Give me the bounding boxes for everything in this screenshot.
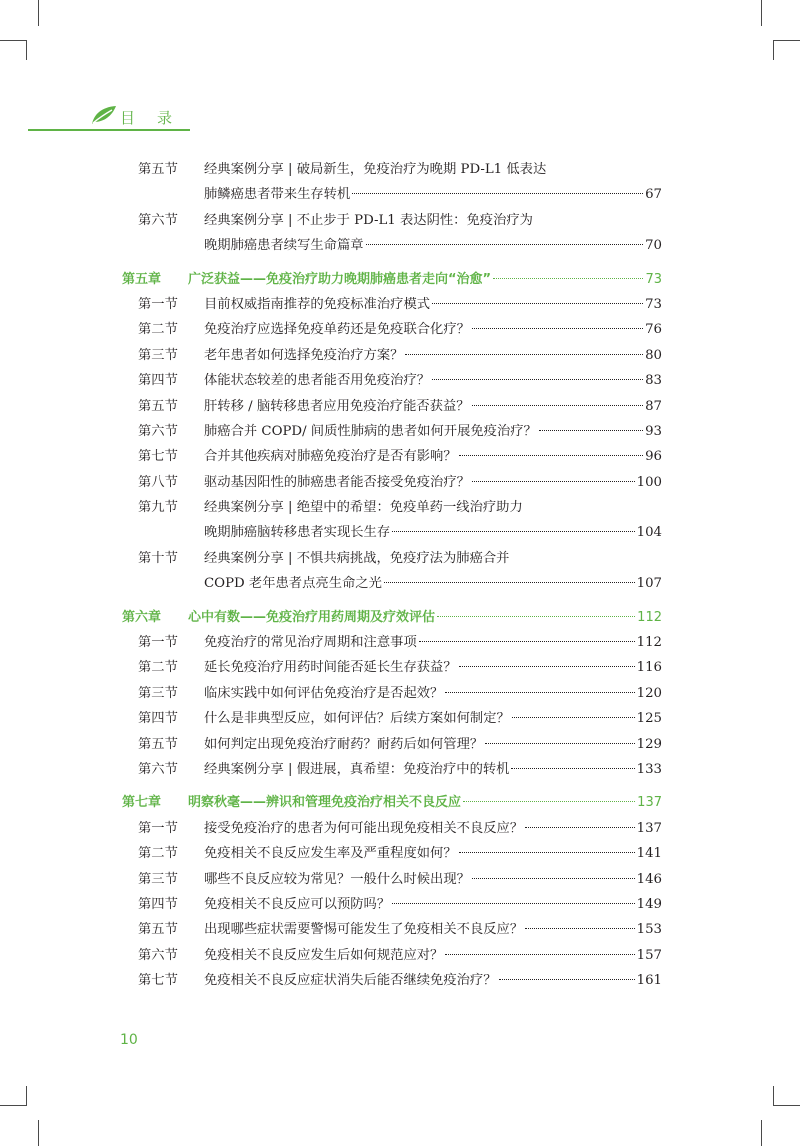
crop-mark (0, 1105, 26, 1106)
toc-chapter[interactable] (122, 605, 662, 630)
toc-section-line[interactable] (122, 520, 662, 545)
dot-leader (472, 328, 643, 329)
toc-section-line[interactable] (122, 419, 662, 444)
section-title: 晚期肺癌患者续写生命篇章 (204, 238, 364, 254)
dot-leader (437, 616, 635, 617)
chapter-title: 明察秋毫——辨识和管理免疫治疗相关不良反应 (188, 795, 462, 811)
section-title: 肺鳞癌患者带来生存转机 (204, 187, 351, 203)
section-title: 经典案例分享 | 不止步于 PD-L1 表达阴性：免疫治疗为 (204, 212, 533, 228)
crop-mark (38, 1120, 39, 1146)
dot-leader (525, 827, 634, 828)
section-title: 哪些不良反应较为常见？一般什么时候出现？ (204, 871, 470, 887)
toc-section-line[interactable] (122, 444, 662, 469)
page-ref: 141 (636, 846, 662, 862)
leaf-icon (90, 104, 118, 126)
section-label: 第五节 (138, 736, 178, 752)
toc-section-line[interactable] (122, 816, 662, 841)
toc-section-line[interactable] (122, 968, 662, 993)
page-ref: 73 (645, 271, 662, 287)
dot-leader (485, 743, 634, 744)
section-label: 第四节 (138, 711, 178, 727)
section-title: COPD 老年患者点亮生命之光 (204, 576, 382, 592)
section-label: 第七节 (138, 449, 178, 465)
section-title: 出现哪些症状需要警惕可能发生了免疫相关不良反应？ (204, 922, 524, 938)
crop-mark (773, 40, 774, 60)
dot-leader (419, 641, 635, 642)
page-ref: 112 (637, 609, 662, 625)
page-ref: 83 (645, 373, 662, 389)
dot-leader (472, 405, 644, 406)
toc-section-line[interactable] (122, 732, 662, 757)
toc-section-line[interactable] (122, 706, 662, 731)
section-label: 第四节 (138, 896, 178, 912)
crop-mark (26, 1086, 27, 1106)
toc-section-line[interactable] (122, 292, 662, 317)
section-title: 免疫相关不良反应发生后如何规范应对？ (204, 947, 444, 963)
page-ref: 87 (645, 398, 662, 414)
page-ref: 96 (645, 449, 662, 465)
chapter-label: 第五章 (122, 271, 162, 287)
section-label: 第六节 (138, 423, 178, 439)
section-title: 驱动基因阳性的肺癌患者能否接受免疫治疗？ (204, 474, 470, 490)
chapter-title: 心中有数——免疫治疗用药周期及疗效评估 (188, 609, 436, 625)
toc-section-line[interactable] (122, 182, 662, 207)
crop-mark (761, 0, 762, 26)
toc-section-line[interactable] (122, 546, 662, 571)
crop-mark (0, 40, 26, 41)
section-label: 第三节 (138, 685, 178, 701)
crop-mark (773, 1086, 774, 1106)
toc-section-line[interactable] (122, 867, 662, 892)
dot-leader (445, 954, 634, 955)
toc-section-line[interactable] (122, 495, 662, 520)
page-ref: 116 (636, 660, 662, 676)
dot-leader (384, 582, 635, 583)
page-ref: 67 (645, 187, 662, 203)
dot-leader (432, 379, 643, 380)
toc-section-line[interactable] (122, 630, 662, 655)
section-title: 目前权威指南推荐的免疫标准治疗模式 (204, 296, 431, 312)
section-label: 第九节 (138, 500, 178, 516)
section-title: 如何判定出现免疫治疗耐药？耐药后如何管理？ (204, 736, 484, 752)
dot-leader (463, 801, 635, 802)
dot-leader (499, 979, 635, 980)
chapter-spacer (122, 782, 662, 786)
page-ref: 120 (636, 685, 662, 701)
toc-section-line[interactable] (122, 394, 662, 419)
section-label: 第五节 (138, 398, 178, 414)
dot-leader (459, 666, 635, 667)
section-title: 免疫治疗的常见治疗周期和注意事项 (204, 635, 417, 651)
page-ref: 80 (645, 347, 662, 363)
toc-section-line[interactable] (122, 917, 662, 942)
section-label: 第八节 (138, 474, 178, 490)
page-ref: 161 (636, 973, 662, 989)
dot-leader (352, 193, 643, 194)
section-label: 第七节 (138, 973, 178, 989)
toc-section-line[interactable] (122, 655, 662, 680)
page-ref: 137 (636, 820, 662, 836)
dot-leader (459, 455, 643, 456)
section-label: 第二节 (138, 846, 178, 862)
toc-section-line[interactable] (122, 841, 662, 866)
section-title: 什么是非典型反应，如何评估？后续方案如何制定？ (204, 711, 510, 727)
section-label: 第一节 (138, 635, 178, 651)
section-title: 免疫相关不良反应症状消失后能否继续免疫治疗？ (204, 973, 497, 989)
dot-leader (512, 717, 635, 718)
section-title: 老年患者如何选择免疫治疗方案？ (204, 347, 404, 363)
chapter-label: 第六章 (122, 609, 162, 625)
dot-leader (525, 928, 634, 929)
section-title: 肝转移 / 脑转移患者应用免疫治疗能否获益？ (204, 398, 470, 414)
chapter-label: 第七章 (122, 795, 162, 811)
crop-mark (38, 0, 39, 26)
crop-mark (761, 1120, 762, 1146)
section-label: 第三节 (138, 347, 178, 363)
toc-section-line[interactable] (122, 571, 662, 596)
section-label: 第二节 (138, 322, 178, 338)
toc-section-line[interactable] (122, 892, 662, 917)
page-ref: 93 (645, 423, 662, 439)
toc-section-line[interactable] (122, 208, 662, 233)
dot-leader (366, 244, 644, 245)
page-number: 10 (120, 1032, 138, 1048)
section-label: 第二节 (138, 660, 178, 676)
dot-leader (539, 430, 643, 431)
toc-section-line[interactable] (122, 368, 662, 393)
dot-leader (392, 531, 634, 532)
crop-mark (774, 1105, 800, 1106)
page-header (28, 102, 195, 130)
toc-section-line[interactable] (122, 343, 662, 368)
page-ref: 146 (636, 871, 662, 887)
toc-section-line[interactable] (122, 681, 662, 706)
section-label: 第六节 (138, 947, 178, 963)
section-title: 接受免疫治疗的患者为何可能出现免疫相关不良反应？ (204, 820, 524, 836)
toc-section-line[interactable] (122, 943, 662, 968)
toc-chapter[interactable] (122, 790, 662, 815)
chapter-spacer (122, 597, 662, 601)
section-label: 第四节 (138, 373, 178, 389)
page-ref: 107 (636, 576, 662, 592)
dot-leader (511, 768, 634, 769)
page-ref: 104 (636, 525, 662, 541)
section-title: 免疫治疗应选择免疫单药还是免疫联合化疗？ (204, 322, 470, 338)
section-title: 晚期肺癌脑转移患者实现长生存 (204, 525, 391, 541)
section-label: 第五节 (138, 922, 178, 938)
section-title: 临床实践中如何评估免疫治疗是否起效？ (204, 685, 444, 701)
dot-leader (472, 481, 635, 482)
page-ref: 157 (636, 947, 662, 963)
toc-chapter[interactable] (122, 267, 662, 292)
toc-section-line[interactable] (122, 317, 662, 342)
dot-leader (445, 692, 634, 693)
page-ref: 129 (636, 736, 662, 752)
toc-section-line[interactable] (122, 233, 662, 258)
section-title: 延长免疫治疗用药时间能否延长生存获益？ (204, 660, 457, 676)
page-ref: 137 (637, 795, 662, 811)
dot-leader (432, 303, 643, 304)
section-label: 第十节 (138, 550, 178, 566)
chapter-spacer (122, 259, 662, 263)
dot-leader (392, 903, 634, 904)
toc-section-line[interactable] (122, 757, 662, 782)
crop-mark (26, 40, 27, 60)
page-ref: 70 (645, 238, 662, 254)
table-of-contents (122, 157, 662, 994)
section-title: 肺癌合并 COPD/ 间质性肺病的患者如何开展免疫治疗？ (204, 423, 537, 439)
header-rule (28, 129, 190, 131)
section-title: 经典案例分享 | 绝望中的希望：免疫单药一线治疗助力 (204, 500, 523, 516)
section-title: 免疫相关不良反应发生率及严重程度如何？ (204, 846, 457, 862)
section-title: 经典案例分享 | 假进展，真希望：免疫治疗中的转机 (204, 761, 510, 777)
header-title: 目录 (120, 109, 195, 127)
page-ref: 153 (636, 922, 662, 938)
section-label: 第一节 (138, 296, 178, 312)
section-title: 体能状态较差的患者能否用免疫治疗？ (204, 373, 431, 389)
section-label: 第三节 (138, 871, 178, 887)
section-label: 第五节 (138, 162, 178, 177)
section-label: 第六节 (138, 212, 178, 228)
dot-leader (472, 878, 635, 879)
section-title: 经典案例分享 | 不惧共病挑战，免疫疗法为肺癌合并 (204, 550, 510, 566)
page-ref: 133 (636, 761, 662, 777)
page-ref: 125 (636, 711, 662, 727)
crop-mark (774, 40, 800, 41)
page-ref: 149 (636, 896, 662, 912)
section-label: 第六节 (138, 761, 178, 777)
section-label: 第一节 (138, 820, 178, 836)
section-title: 经典案例分享 | 破局新生，免疫治疗为晚期 PD-L1 低表达 (204, 162, 547, 177)
page-ref: 100 (636, 474, 662, 490)
toc-section-line[interactable] (122, 157, 662, 182)
page-ref: 76 (645, 322, 662, 338)
page-ref: 112 (636, 635, 662, 651)
chapter-title: 广泛获益——免疫治疗助力晚期肺癌患者走向“治愈” (188, 271, 492, 287)
section-title: 免疫相关不良反应可以预防吗？ (204, 896, 391, 912)
section-title: 合并其他疾病对肺癌免疫治疗是否有影响？ (204, 449, 457, 465)
toc-section-line[interactable] (122, 470, 662, 495)
dot-leader (405, 354, 643, 355)
dot-leader (459, 852, 635, 853)
page-ref: 73 (645, 296, 662, 312)
dot-leader (493, 278, 643, 279)
